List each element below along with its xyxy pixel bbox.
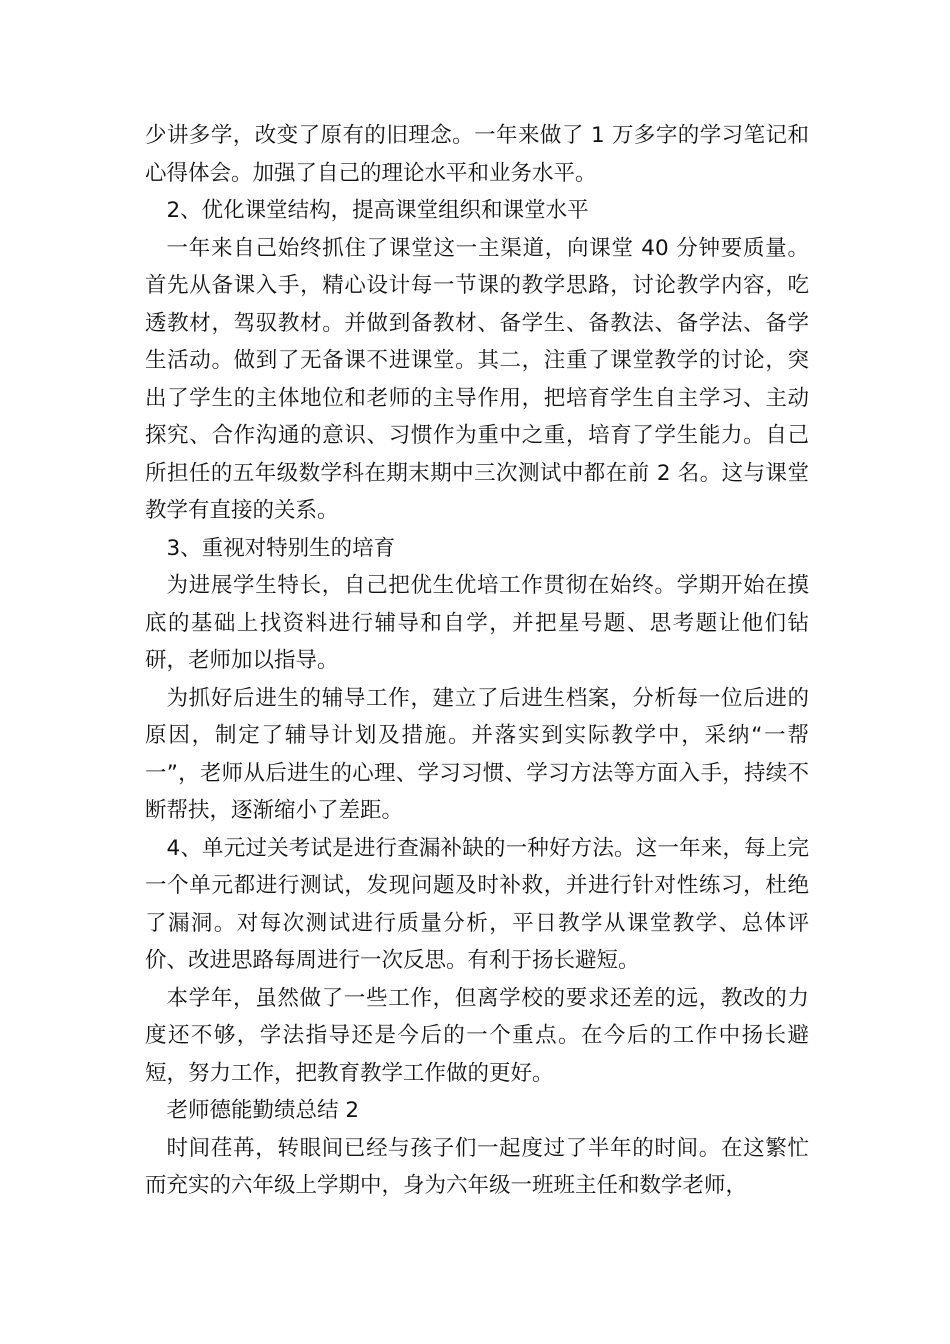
paragraph-continued: 少讲多学，改变了原有的旧理念。一年来做了 1 万多字的学习笔记和心得体会。加强了自己的理论水平和业务水平。 <box>145 123 809 186</box>
document-subtitle: 老师德能勤绩总结 2 <box>166 1098 360 1123</box>
paragraph-opening: 时间荏苒，转眼间已经与孩子们一起度过了半年的时间。在这繁忙而充实的六年级上学期中，身为六年级一班班主任和数学老师， <box>145 1135 809 1198</box>
paragraph-gifted-students: 为进展学生特长，自己把优生优培工作贯彻在始终。学期开始在摸底的基础上找资料进行辅导和自学，并把星号题、思考题让他们钻研，老师加以指导。 <box>145 573 809 673</box>
document-body <box>145 117 809 1205</box>
section-heading-2: 2、优化课堂结构，提高课堂组织和课堂水平 <box>166 198 589 223</box>
section-heading-4: 4、单元过关考试是进行查漏补缺的一种好方法。这一年来，每上完一个单元都进行测试，发现问题及时补救，并进行针对性练习，杜绝了漏洞。对每次测试进行质量分析，平日教学从课堂教学、总体评价、改进思路每周进行一次反思。有利于扬长避短。 <box>145 835 809 973</box>
paragraph-summary: 本学年，虽然做了一些工作，但离学校的要求还差的远，教改的力度还不够，学法指导还是今后的一个重点。在今后的工作中扬长避短，努力工作，把教育教学工作做的更好。 <box>145 985 809 1086</box>
paragraph-struggling-students: 为抓好后进生的辅导工作，建立了后进生档案，分析每一位后进的原因，制定了辅导计划及措施。并落实到实际教学中，采纳“一帮一”，老师从后进生的心理、学习习惯、学习方法等方面入手，持续不断帮扶，逐渐缩小了差距。 <box>145 685 809 823</box>
section-heading-3: 3、重视对特别生的培育 <box>166 535 396 561</box>
paragraph-classroom: 一年来自己始终抓住了课堂这一主渠道，向课堂 40 分钟要质量。首先从备课入手，精心设计每一节课的教学思路，讨论教学内容，吃透教材，驾驭教材。并做到备教材、备学生、备教法、备学法、备学生活动。做到了无备课不进课堂。其二，注重了课堂教学的讨论，突出了学生的主体地位和老师的主导作用，把培育学生自主学习、主动探究、合作沟通的意识、习惯作为重中之重，培育了学生能力。自己所担任的五年级数学科在期末期中三次测试中都在前 2 名。这与课堂教学有直接的关系。 <box>145 235 809 523</box>
